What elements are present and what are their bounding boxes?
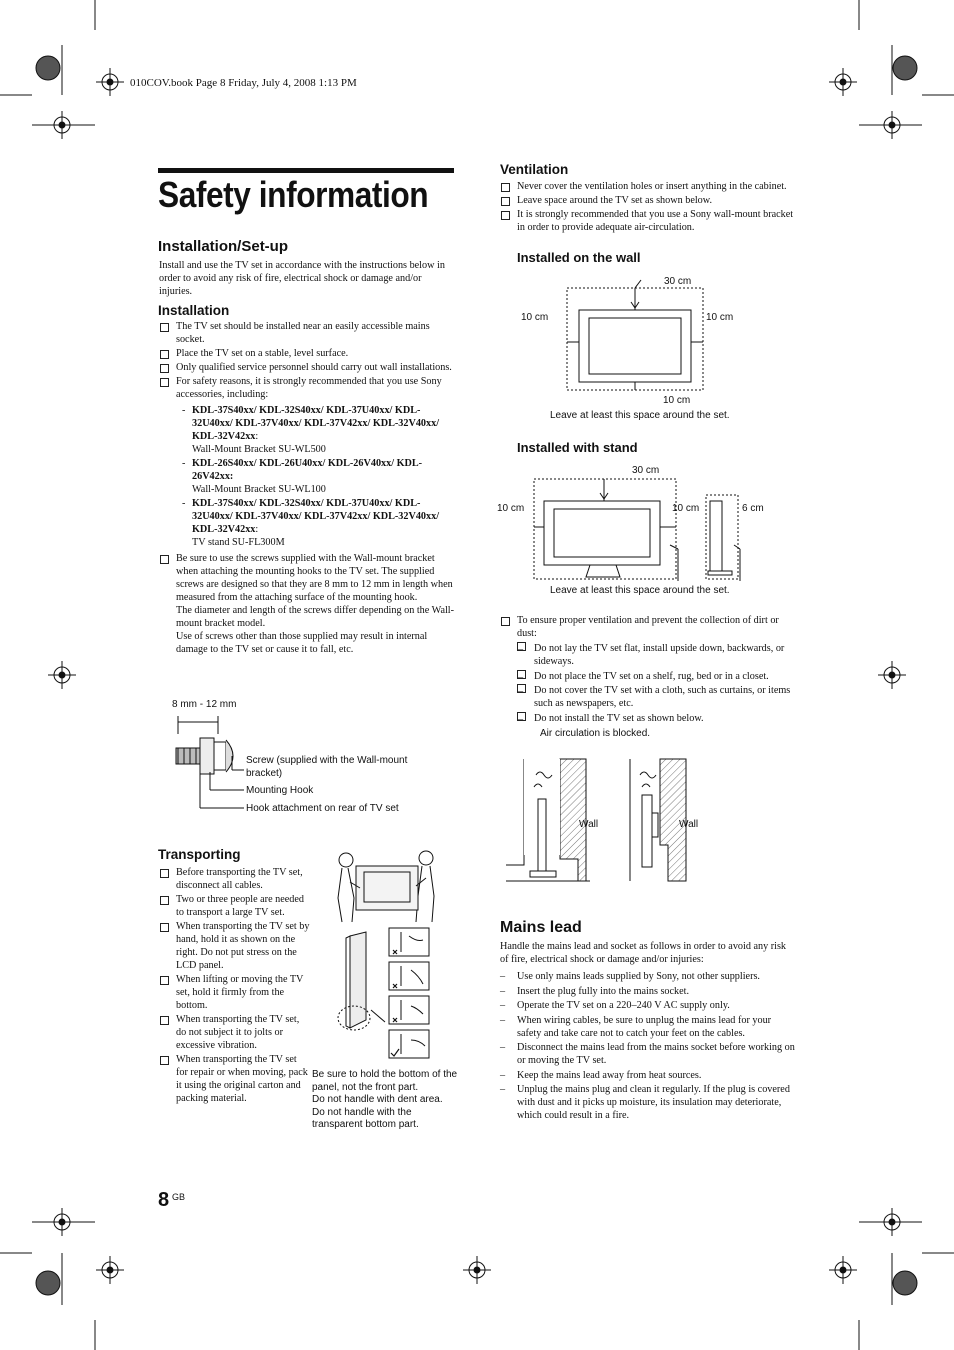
accessory-models: KDL-37S40xx/ KDL-32S40xx/ KDL-37U40xx/ KDL-32U40xx/ KDL-37V40xx/ KDL-37V42xx/ KDL-32V40xx/ KDL-32V42xx xyxy=(192,405,440,442)
page-language-code: GB xyxy=(172,1192,186,1202)
accessory-product: Wall-Mount Bracket SU-WL100 xyxy=(192,484,326,495)
wall-bottom-clearance: 10 cm xyxy=(663,395,691,406)
accessory-models: KDL-26S40xx/ KDL-26U40xx/ KDL-26V40xx/ KDL-26V42xx: xyxy=(192,458,423,482)
stand-heading: Installed with stand xyxy=(517,440,638,455)
screw-note: Be sure to use the screws supplied with the Wall-mount bracket when attaching the mounting hooks to the TV set. The supplied screws are designed so that they are 8 mm to 12 mm in length when measured from the attaching surface of the mounting hook. xyxy=(176,553,453,603)
stand-left-clearance: 10 cm xyxy=(497,503,525,514)
list-item: When transporting the TV set by hand, hold it as shown on the right. Do not put stress on the LCD panel. xyxy=(159,920,311,972)
ventilation-heading: Ventilation xyxy=(500,162,569,177)
registration-crosshair xyxy=(878,1208,906,1236)
stand-right-clearance: 10 cm xyxy=(672,503,700,514)
registration-crosshair xyxy=(96,1256,124,1284)
transporting-list xyxy=(159,866,311,1106)
stand-caption: Leave at least this space around the set. xyxy=(550,585,730,596)
transport-caption-3: Do not handle with the transparent bottom part. xyxy=(312,1106,419,1130)
installation-intro: Install and use the TV set in accordance with the instructions below in order to avoid any risk of fire, electrical shock or damage and/or injuries. xyxy=(159,260,445,297)
title-rule xyxy=(158,168,454,173)
list-item: When lifting or moving the TV set, hold it firmly from the bottom. xyxy=(159,973,311,1012)
accessory-entry: - KDL-37S40xx/ KDL-32S40xx/ KDL-37U40xx/ KDL-32U40xx/ KDL-37V40xx/ KDL-37V42xx/ KDL-32V40xx/ KDL-32V42xx: TV stand SU-FL300M xyxy=(182,498,440,548)
list-item: Before transporting the TV set, disconnect all cables. xyxy=(159,866,311,892)
list-item: Never cover the ventilation holes or insert anything in the cabinet. xyxy=(500,180,796,193)
list-item: – Use only mains leads supplied by Sony, not other suppliers. xyxy=(500,970,796,983)
transport-captions xyxy=(312,1069,458,1132)
list-item xyxy=(500,614,796,725)
list-item: Two or three people are needed to transport a large TV set. xyxy=(159,893,311,919)
list-item: – Unplug the mains plug and clean it regularly. If the plug is covered with dust and it picks up moisture, its insulation may deteriorate, which could result in a fire. xyxy=(500,1083,796,1122)
airflow-blocked-label: Air circulation is blocked. xyxy=(540,728,651,739)
wall-label-right: Wall xyxy=(679,819,699,830)
page-number: 8 xyxy=(158,1189,170,1211)
list-item: Place the TV set on a stable, level surface. xyxy=(159,347,455,360)
hook-label: Mounting Hook xyxy=(246,785,314,796)
registration-star-icon xyxy=(36,56,60,80)
screw-length-label: 8 mm - 12 mm xyxy=(172,699,237,710)
list-item: – Disconnect the mains lead from the mains socket before working on or moving the TV set. xyxy=(500,1041,796,1067)
list-item: – Do not lay the TV set flat, install upside down, backwards, or sideways. xyxy=(517,642,796,668)
tv-hold-bottom-illustration xyxy=(336,930,376,1040)
accessory-sep: : xyxy=(255,524,259,535)
stand-side-clearance: 6 cm xyxy=(742,503,764,514)
list-item: When transporting the TV set, do not subject it to jolts or excessive vibration. xyxy=(159,1013,311,1052)
attach-label: Hook attachment on rear of TV set xyxy=(246,803,399,814)
registration-star-icon xyxy=(36,1271,60,1295)
registration-crosshair xyxy=(878,111,906,139)
accessory-sep: : xyxy=(255,431,259,442)
mains-lead-list xyxy=(500,970,796,1124)
ensure-ventilation-list xyxy=(500,614,796,726)
screw-note-3: Use of screws other than those supplied may result in internal damage to the TV set or cause it to fall, etc. xyxy=(176,631,428,655)
wall-clearance-diagram xyxy=(565,286,715,406)
accessory-product: TV stand SU-FL300M xyxy=(192,537,285,548)
stand-top-clearance: 30 cm xyxy=(632,465,660,476)
list-item: The TV set should be installed near an easily accessible mains socket. xyxy=(159,320,455,346)
registration-star-icon xyxy=(893,56,917,80)
registration-star-icon xyxy=(893,1271,917,1295)
registration-crosshair xyxy=(829,68,857,96)
registration-crosshair xyxy=(48,111,76,139)
screw-note-2: The diameter and length of the screws differ depending on the Wall-mount bracket model. xyxy=(176,605,455,629)
registration-crosshair xyxy=(48,1208,76,1236)
accessory-entry: - KDL-37S40xx/ KDL-32S40xx/ KDL-37U40xx/ KDL-32U40xx/ KDL-37V40xx/ KDL-37V42xx/ KDL-32V40xx/ KDL-32V42xx: Wall-Mount Bracket SU-WL500 xyxy=(182,405,440,455)
mains-lead-intro: Handle the mains lead and socket as follows in order to avoid any risk of fire, electrical shock or damage and/or injuries: xyxy=(500,941,787,965)
accessory-models: KDL-37S40xx/ KDL-32S40xx/ KDL-37U40xx/ KDL-32U40xx/ KDL-37V40xx/ KDL-37V42xx/ KDL-32V40xx/ KDL-32V42xx xyxy=(192,498,440,535)
transporting-heading: Transporting xyxy=(158,847,241,862)
installation-setup-heading: Installation/Set-up xyxy=(158,238,289,255)
list-item: – When wiring cables, be sure to unplug the mains lead for your safety and take care not to catch your feet on the cables. xyxy=(500,1014,796,1040)
registration-crosshair xyxy=(96,68,124,96)
stand-clearance-diagram xyxy=(530,477,790,587)
registration-crosshair xyxy=(48,661,76,689)
mains-lead-heading: Mains lead xyxy=(500,919,582,936)
list-item: – Operate the TV set on a 220–240 V AC supply only. xyxy=(500,999,796,1012)
wall-caption: Leave at least this space around the set. xyxy=(550,410,730,421)
list-item: – Do not install the TV set as shown below. xyxy=(517,712,796,725)
page-title: Safety information xyxy=(158,174,429,215)
accessory-product: Wall-Mount Bracket SU-WL500 xyxy=(192,444,326,455)
list-item xyxy=(159,552,455,656)
list-item: When transporting the TV set for repair or when moving, pack it using the original carton and packing material. xyxy=(159,1053,311,1105)
registration-crosshair xyxy=(878,661,906,689)
carrying-tv-illustration xyxy=(332,848,442,923)
ensure-text: To ensure proper ventilation and prevent the collection of dirt or dust: xyxy=(517,615,779,639)
wall-heading: Installed on the wall xyxy=(517,250,641,265)
wall-left-clearance: 10 cm xyxy=(521,312,549,323)
registration-crosshair xyxy=(829,1256,857,1284)
list-item: Leave space around the TV set as shown below. xyxy=(500,194,796,207)
ventilation-list xyxy=(500,180,796,235)
transport-caption-2: Do not handle with dent area. xyxy=(312,1094,443,1105)
list-item: – Do not place the TV set on a shelf, rug, bed or in a closet. xyxy=(517,670,796,683)
list-item: It is strongly recommended that you use a Sony wall-mount bracket in order to provide adequate air-circulation. xyxy=(500,208,796,234)
wall-top-clearance: 30 cm xyxy=(664,276,692,287)
accessory-entry: - KDL-26S40xx/ KDL-26U40xx/ KDL-26V40xx/ KDL-26V42xx: Wall-Mount Bracket SU-WL100 xyxy=(176,457,446,496)
screw-label: Screw (supplied with the Wall-mount bracket) xyxy=(246,755,408,779)
file-info-header: 010COV.book Page 8 Friday, July 4, 2008 1:13 PM xyxy=(130,77,357,89)
list-item: – Insert the plug fully into the mains socket. xyxy=(500,985,796,998)
transport-caption-1: Be sure to hold the bottom of the panel, not the front part. xyxy=(312,1069,458,1093)
wall-label-left: Wall xyxy=(579,819,599,830)
list-item: – Do not cover the TV set with a cloth, such as curtains, or items such as newspapers, etc. xyxy=(517,684,796,710)
registration-crosshair xyxy=(463,1256,491,1284)
list-item: Only qualified service personnel should carry out wall installations. xyxy=(159,361,455,374)
installation-list xyxy=(159,320,455,657)
wall-right-clearance: 10 cm xyxy=(706,312,734,323)
list-item: – Keep the mains lead away from heat sources. xyxy=(500,1069,796,1082)
list-item: For safety reasons, it is strongly recommended that you use Sony accessories, including: xyxy=(159,375,455,401)
installation-heading: Installation xyxy=(158,303,230,318)
hand-position-panels xyxy=(385,926,435,1061)
blocked-airflow-diagrams xyxy=(500,755,700,885)
